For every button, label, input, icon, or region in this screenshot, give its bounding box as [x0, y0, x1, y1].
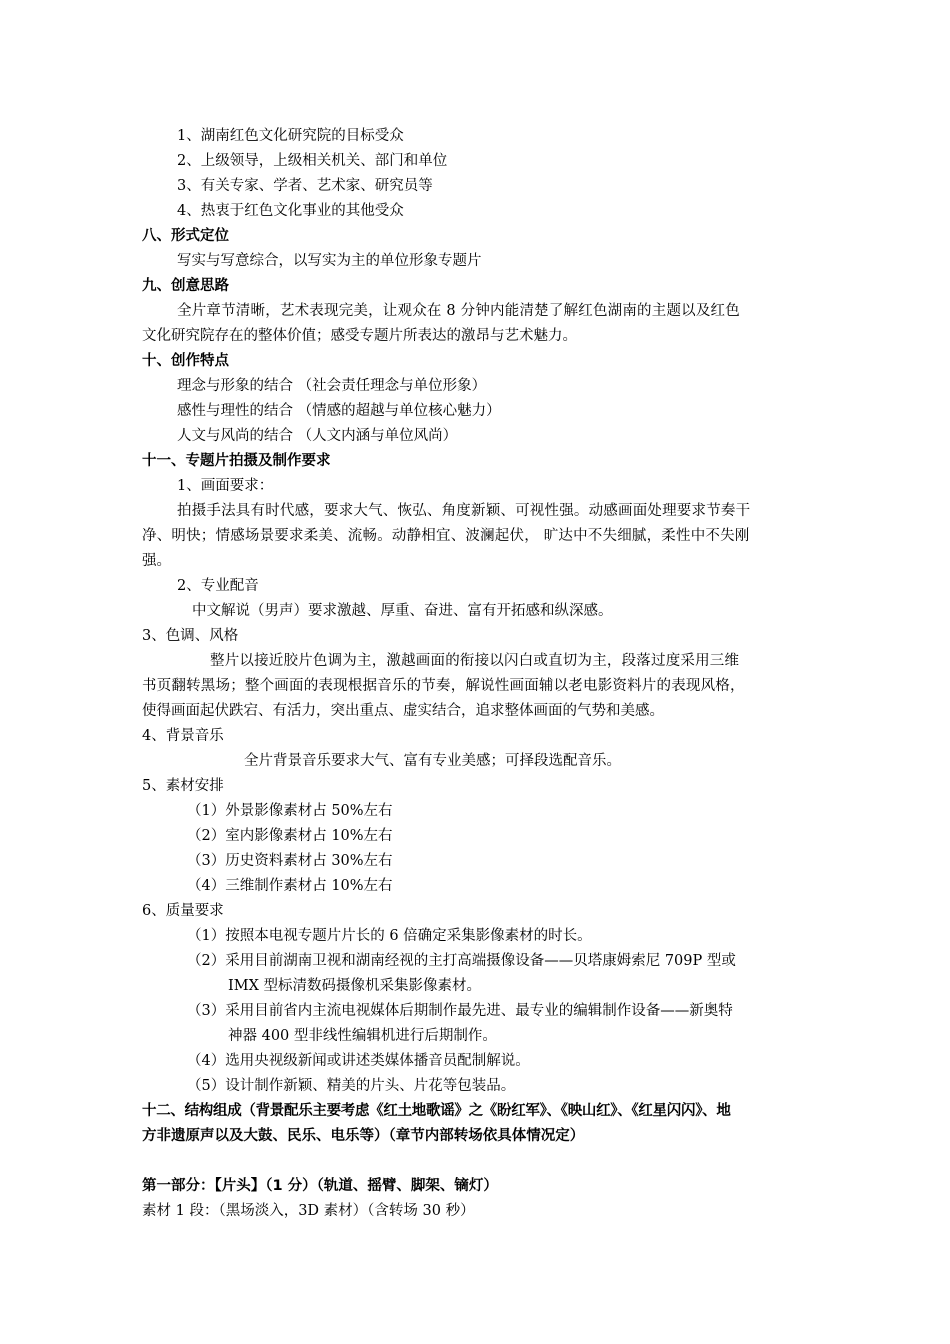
section-12-heading-line-1: 十二、结构组成（背景配乐主要考虑《红土地歌谣》之《盼红军》、《映山红》、《红星闪闪》、地 [142, 1103, 731, 1119]
audience-item-4: 4、热衷于红色文化事业的其他受众 [177, 203, 404, 219]
section-11-sub-3-line-1: 整片以接近胶片色调为主，激越画面的衔接以闪白或直切为主，段落过度采用三维 [210, 653, 740, 669]
section-11-sub-3-title: 3、色调、风格 [142, 628, 239, 644]
section-11-sub-1-line-2: 净、明快；情感场景要求柔美、流畅。动静相宜、波澜起伏， 旷达中不失细腻，柔性中不失刚 [142, 528, 750, 544]
section-9-body-line-2: 文化研究院存在的整体价值；感受专题片所表达的激昂与艺术魅力。 [142, 328, 577, 344]
section-12-heading-line-2: 方非遗原声以及大鼓、民乐、电乐等）（章节内部转场依具体情况定） [142, 1128, 585, 1144]
section-11-sub-5-item-4: （4）三维制作素材占 10%左右 [187, 878, 393, 894]
section-11-sub-5-item-3: （3）历史资料素材占 30%左右 [187, 853, 393, 869]
section-11-sub-5-title: 5、素材安排 [142, 778, 224, 794]
section-11-sub-5-item-1: （1）外景影像素材占 50%左右 [187, 803, 393, 819]
section-10-item-1: 理念与形象的结合 （社会责任理念与单位形象） [177, 378, 487, 394]
section-9-heading: 九、创意思路 [142, 278, 229, 294]
section-11-sub-6-item-1: （1）按照本电视专题片片长的 6 倍确定采集影像素材的时长。 [187, 928, 592, 944]
section-8-heading: 八、形式定位 [142, 228, 229, 244]
section-11-sub-6-item-2-line-2: IMX 型标清数码摄像机采集影像素材。 [228, 978, 482, 994]
section-11-sub-6-title: 6、质量要求 [142, 903, 224, 919]
section-11-sub-6-item-3-line-1: （3）采用目前省内主流电视媒体后期制作最先进、最专业的编辑制作设备——新奥特 [187, 1003, 733, 1019]
section-11-sub-6-item-3-line-2: 神器 400 型非线性编辑机进行后期制作。 [228, 1028, 497, 1044]
section-11-sub-4-body: 全片背景音乐要求大气、富有专业美感；可择段选配音乐。 [244, 753, 621, 769]
section-10-heading: 十、创作特点 [142, 353, 229, 369]
part-1-material: 素材 1 段：（黑场淡入，3D 素材）（含转场 30 秒） [142, 1203, 475, 1219]
section-11-sub-3-line-3: 使得画面起伏跌宕、有活力，突出重点、虚实结合，追求整体画面的气势和美感。 [142, 703, 664, 719]
audience-item-1: 1、湖南红色文化研究院的目标受众 [177, 128, 404, 144]
section-9-body-line-1: 全片章节清晰，艺术表现完美，让观众在 8 分钟内能清楚了解红色湖南的主题以及红色 [177, 303, 740, 319]
section-11-sub-4-title: 4、背景音乐 [142, 728, 224, 744]
audience-item-3: 3、有关专家、学者、艺术家、研究员等 [177, 178, 433, 194]
section-11-sub-2-body: 中文解说（男声）要求激越、厚重、奋进、富有开拓感和纵深感。 [192, 603, 613, 619]
part-1-title [142, 1176, 950, 1196]
section-11-heading: 十一、专题片拍摄及制作要求 [142, 453, 331, 469]
section-11-sub-6-item-4: （4）选用央视级新闻或讲述类媒体播音员配制解说。 [187, 1053, 530, 1069]
section-11-sub-3-line-2: 书页翻转黑场；整个画面的表现根据音乐的节奏，解说性画面辅以老电影资料片的表现风格， [142, 678, 745, 694]
section-11-sub-2-title: 2、专业配音 [177, 578, 259, 594]
section-11-sub-1-line-3: 强。 [142, 553, 171, 569]
section-11-sub-6-item-2-line-1: （2）采用目前湖南卫视和湖南经视的主打高端摄像设备——贝塔康姆索尼 709P 型或 [187, 953, 736, 969]
section-11-sub-5-item-2: （2）室内影像素材占 10%左右 [187, 828, 393, 844]
section-10-item-2: 感性与理性的结合 （情感的超越与单位核心魅力） [177, 403, 501, 419]
section-11-sub-1-title: 1、画面要求： [177, 478, 274, 494]
part-1-title-text: 第一部分：【片头】（1 分）（轨道、摇臂、脚架、镝灯） [142, 1178, 498, 1194]
section-11-sub-1-line-1: 拍摄手法具有时代感，要求大气、恢弘、角度新颖、可视性强。动感画面处理要求节奏干 [177, 503, 751, 519]
section-8-body: 写实与写意综合，以写实为主的单位形象专题片 [177, 253, 482, 269]
section-10-item-3: 人文与风尚的结合 （人文内涵与单位风尚） [177, 428, 458, 444]
audience-item-2: 2、上级领导，上级相关机关、部门和单位 [177, 153, 448, 169]
section-11-sub-6-item-5: （5）设计制作新颖、精美的片头、片花等包装品。 [187, 1078, 516, 1094]
